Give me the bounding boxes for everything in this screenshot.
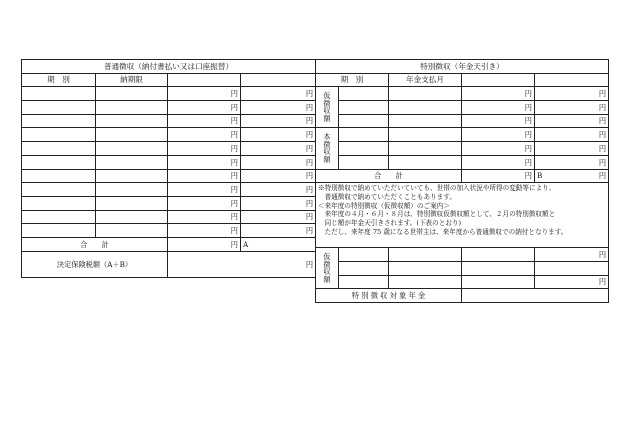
yen-unit: 円 [241,128,316,142]
final-tax-yen-unit: 円 [168,251,316,277]
installment-row [22,114,316,128]
provisional-collection-label: 仮 徴 収 額 [316,87,339,128]
yen-unit: 円 [241,87,316,101]
deadline-header: 納期限 [96,73,168,87]
yen-unit: 円 [241,114,316,128]
yen-unit: 円 [168,101,241,115]
special-total-yen-unit: 円 [462,169,535,183]
installment-row [22,128,316,142]
final-tax-label: 決定保険税額（A＋B） [22,251,168,277]
note-line: 普通徴収で納めていただくこともあります。 [318,192,456,201]
installment-row [22,224,316,238]
yen-unit: 円 [168,196,241,210]
note-line: ただし、来年度 75 歳になる世帯主は、来年度から普通徴収での納付となります。 [318,227,568,236]
main-collection-label: 本 徴 収 額 [316,128,339,169]
yen-unit: 円 [168,169,241,183]
note-line: ＜来年度の特別徴収（仮徴収額）のご案内＞ [318,201,450,210]
amount-a-cell [241,237,316,251]
total-label: 合 計 [22,237,168,251]
yen-unit: 円 [241,169,316,183]
next-year-provisional-label: 仮 徴 収 額 [316,248,339,289]
total-yen-unit: 円 [168,237,241,251]
yen-unit: 円 [241,224,316,238]
yen-unit: 円 [168,142,241,156]
amount-b-label: B [537,171,543,181]
pension-target-label: 特 別 徴 収 対 象 年 金 [316,289,462,303]
special-collection-section: 特別徴収（年金天引き） 期 別 年金支払月 仮 徴 収 額 円 円 円 円 円 円 本 徴 収 額 円 円 円 円 円 円 合 計 円 B 円 ※特別徴収で納めていただいていても、世帯の加入状況や所得の変動等により、 普通徴収で納めていただくこともあります。 ＜来年度の特別徴収（仮徴収額）のご案内＞ 来年度の４月・６月・８月は、特別徴収仮徴収額として、２月の特別徴収額と 同じ額が年金天引きされます。(下表のとおり) ただし、来年度 75 歳になる世帯主は、来年度から普通徴収での納付となります。 仮 徴 収 額 円 円 特 別 徴 収 対 象 年 金 [315,59,608,289]
installment-row [22,155,316,169]
yen-unit: 円 [168,155,241,169]
note-line: 来年度の４月・６月・８月は、特別徴収仮徴収額として、２月の特別徴収額と [318,210,556,219]
installment-row [22,183,316,197]
yen-unit: 円 [168,183,241,197]
installment-row [22,169,316,183]
installment-row [22,87,316,101]
special-collection-title: 特別徴収（年金天引き） [316,60,609,74]
ordinary-collection-title: 普通徴収（納付書払い又は口座振替） [22,60,316,74]
installment-row [22,142,316,156]
yen-unit: 円 [241,210,316,224]
amount-b-cell: B 円 [535,169,609,183]
yen-unit: 円 [241,101,316,115]
special-total-label: 合 計 [316,169,462,183]
note-line: 同じ額が年金天引きされます。(下表のとおり) [318,219,462,227]
yen-unit: 円 [241,142,316,156]
pension-month-header: 年金支払月 [389,73,462,87]
installment-row [22,101,316,115]
yen-unit: 円 [168,128,241,142]
special-period-header: 期 別 [316,73,389,87]
notes-block [316,183,609,248]
yen-unit: 円 [168,210,241,224]
ordinary-collection-section [21,59,315,289]
yen-unit: 円 [241,183,316,197]
yen-unit: 円 [241,196,316,210]
note-line: ※特別徴収で納めていただいていても、世帯の加入状況や所得の変動等により、 [318,184,556,193]
amount-a-label: A [243,239,249,249]
installment-row [22,196,316,210]
period-header: 期 別 [22,73,96,87]
yen-unit: 円 [168,114,241,128]
tax-notice-table [21,59,608,300]
yen-unit: 円 [168,224,241,238]
yen-unit: 円 [241,155,316,169]
installment-row [22,210,316,224]
yen-unit: 円 [168,87,241,101]
